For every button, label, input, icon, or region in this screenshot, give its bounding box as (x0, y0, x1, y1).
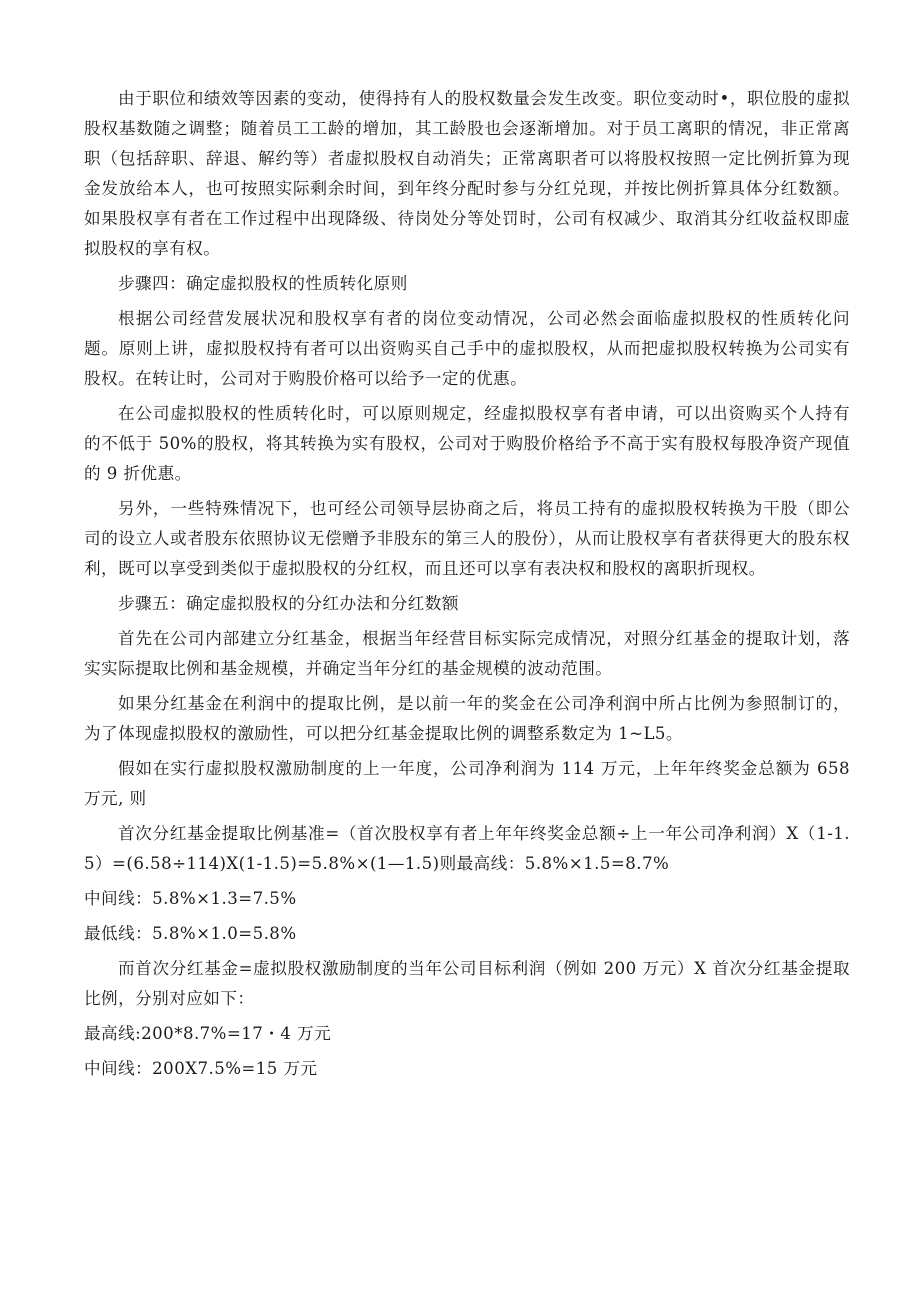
paragraph-dividend-fund: 首先在公司内部建立分红基金，根据当年经营目标实际完成情况，对照分红基金的提取计划，落实实际提取比例和基金规模，并确定当年分红的基金规模的波动范围。 (84, 629, 850, 678)
paragraph-first-dividend-fund: 而首次分红基金=虚拟股权激励制度的当年公司目标利润（例如 200 万元）X 首次分红基金提取比例，分别对应如下： (84, 959, 850, 1008)
paragraph-example-assumption: 假如在实行虚拟股权激励制度的上一年度，公司净利润为 114 万元，上年年终奖金总额为 658 万元, 则 (84, 759, 856, 808)
heading-step-five: 步骤五：确定虚拟股权的分红办法和分红数额 (118, 594, 459, 613)
paragraph-equity-change: 由于职位和绩效等因素的变动，使得持有人的股权数量会发生改变。职位变动时•，职位股的虚拟股权基数随之调整；随着员工工龄的增加，其工龄股也会逐渐增加。对于员工离职的情况，非正常离职（包括辞职、辞退、解约等）者虚拟股权自动消失；正常离职者可以将股权按照一定比例折算为现金发放给本人，也可按照实际剩余时间，到年终分配时参与分红兑现，并按比例折算具体分红数额。如果股权享有者在工作过程中出现降级、待岗处分等处罚时，公司有权减少、取消其分红收益权即虚拟股权的享有权。 (84, 89, 850, 258)
document-body (84, 84, 856, 1084)
paragraph-conversion-principle: 根据公司经营发展状况和股权享有者的岗位变动情况，公司必然会面临虚拟股权的性质转化问题。原则上讲，虚拟股权持有者可以出资购买自己手中的虚拟股权，从而把虚拟股权转换为公司实有股权。在转让时，公司对于购股价格可以给予一定的优惠。 (84, 309, 850, 388)
line-middle-amount: 中间线：200X7.5%=15 万元 (84, 1059, 318, 1078)
paragraph-conversion-rule: 在公司虚拟股权的性质转化时，可以原则规定，经虚拟股权享有者申请，可以出资购买个人持有的不低于 50%的股权，将其转换为实有股权，公司对于购股价格给予不高于实有股权每股净资产现值的 9 折优惠。 (84, 404, 850, 483)
line-middle-ratio: 中间线：5.8%×1.3=7.5% (84, 889, 297, 908)
heading-step-four: 步骤四：确定虚拟股权的性质转化原则 (118, 274, 408, 293)
line-lowest-ratio: 最低线：5.8%×1.0=5.8% (84, 924, 297, 943)
paragraph-dry-shares: 另外，一些特殊情况下，也可经公司领导层协商之后，将员工持有的虚拟股权转换为干股（即公司的设立人或者股东依照协议无偿赠予非股东的第三人的股份），从而让股权享有者获得更大的股东权利，既可以享受到类似于虚拟股权的分红权，而且还可以享有表决权和股权的离职折现权。 (84, 499, 850, 578)
line-highest-amount: 最高线:200*8.7%=17・4 万元 (84, 1024, 332, 1043)
paragraph-baseline-formula: 首次分红基金提取比例基准=（首次股权享有者上年年终奖金总额÷上一年公司净利润）X（1-1.5）=(6.58÷114)X(1-1.5)=5.8%×(1—1.5)则最高线：5.8%×1.5=8.7% (84, 824, 850, 873)
paragraph-extraction-ratio: 如果分红基金在利润中的提取比例，是以前一年的奖金在公司净利润中所占比例为参照制订的，为了体现虚拟股权的激励性，可以把分红基金提取比例的调整系数定为 1~L5。 (84, 694, 850, 743)
